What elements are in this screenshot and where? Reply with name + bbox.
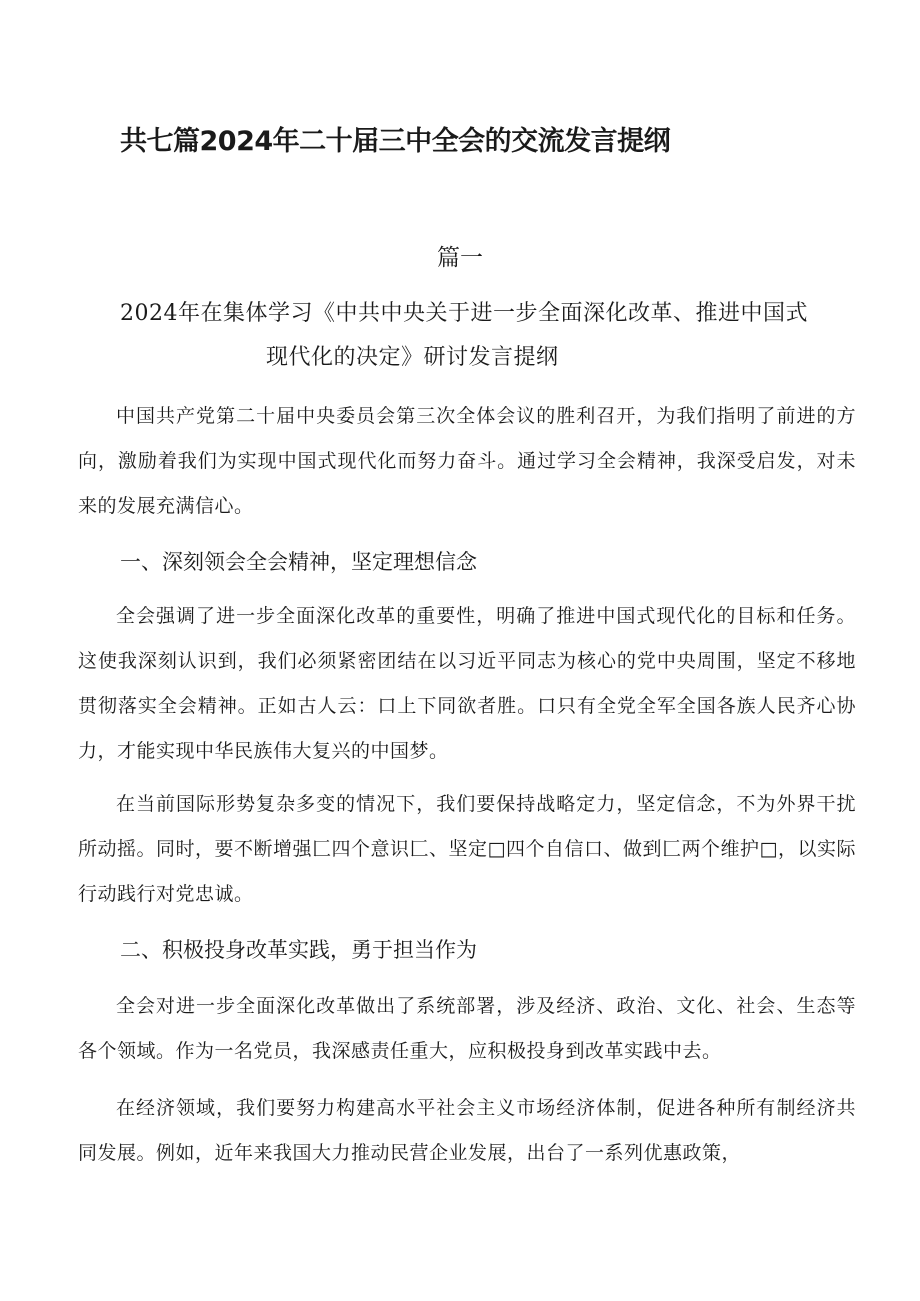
paragraph-2: 全会强调了进一步全面深化改革的重要性，明确了推进中国式现代化的目标和任务。这使我深刻认识到，我们必须紧密团结在以习近平同志为核心的党中央周围，坚定不移地贯彻落实全会精神。正如古人云：口上下同欲者胜。口只有全党全军全国各族人民齐心协力，才能实现中华民族伟大复兴的中国梦。 bbox=[78, 605, 856, 762]
heading-2: 二、积极投身改革实践，勇于担当作为 bbox=[120, 938, 477, 962]
paragraph-5: 在经济领域，我们要努力构建高水平社会主义市场经济体制，促进各种所有制经济共同发展。例如，近年来我国大力推动民营企业发展，出台了一系列优惠政策， bbox=[78, 1097, 856, 1164]
subtitle-line-2: 现代化的决定》研讨发言提纲 bbox=[266, 345, 559, 370]
paragraph-4: 全会对进一步全面深化改革做出了系统部署，涉及经济、政治、文化、社会、生态等各个领域。作为一名党员，我深感责任重大，应积极投身到改革实践中去。 bbox=[78, 995, 856, 1062]
heading-1: 一、深刻领会全会精神，坚定理想信念 bbox=[120, 550, 477, 574]
paragraph-intro: 中国共产党第二十届中央委员会第三次全体会议的胜利召开，为我们指明了前进的方向，激励着我们为实现中国式现代化而努力奋斗。通过学习全会精神，我深受启发，对未来的发展充满信心。 bbox=[78, 405, 856, 517]
section-label: 篇一 bbox=[437, 245, 483, 271]
paragraph-3: 在当前国际形势复杂多变的情况下，我们要保持战略定力，坚定信念，不为外界干扰所动摇。同时，要不断增强匚四个意识匚、坚定□四个自信口、做到匚两个维护□，以实际行动践行对党忠诚。 bbox=[78, 793, 856, 905]
subtitle-line-1: 2024年在集体学习《中共中央关于进一步全面深化改革、推进中国式 bbox=[120, 301, 808, 326]
document-title: 共七篇2024年二十届三中全会的交流发言提纲 bbox=[120, 126, 671, 157]
